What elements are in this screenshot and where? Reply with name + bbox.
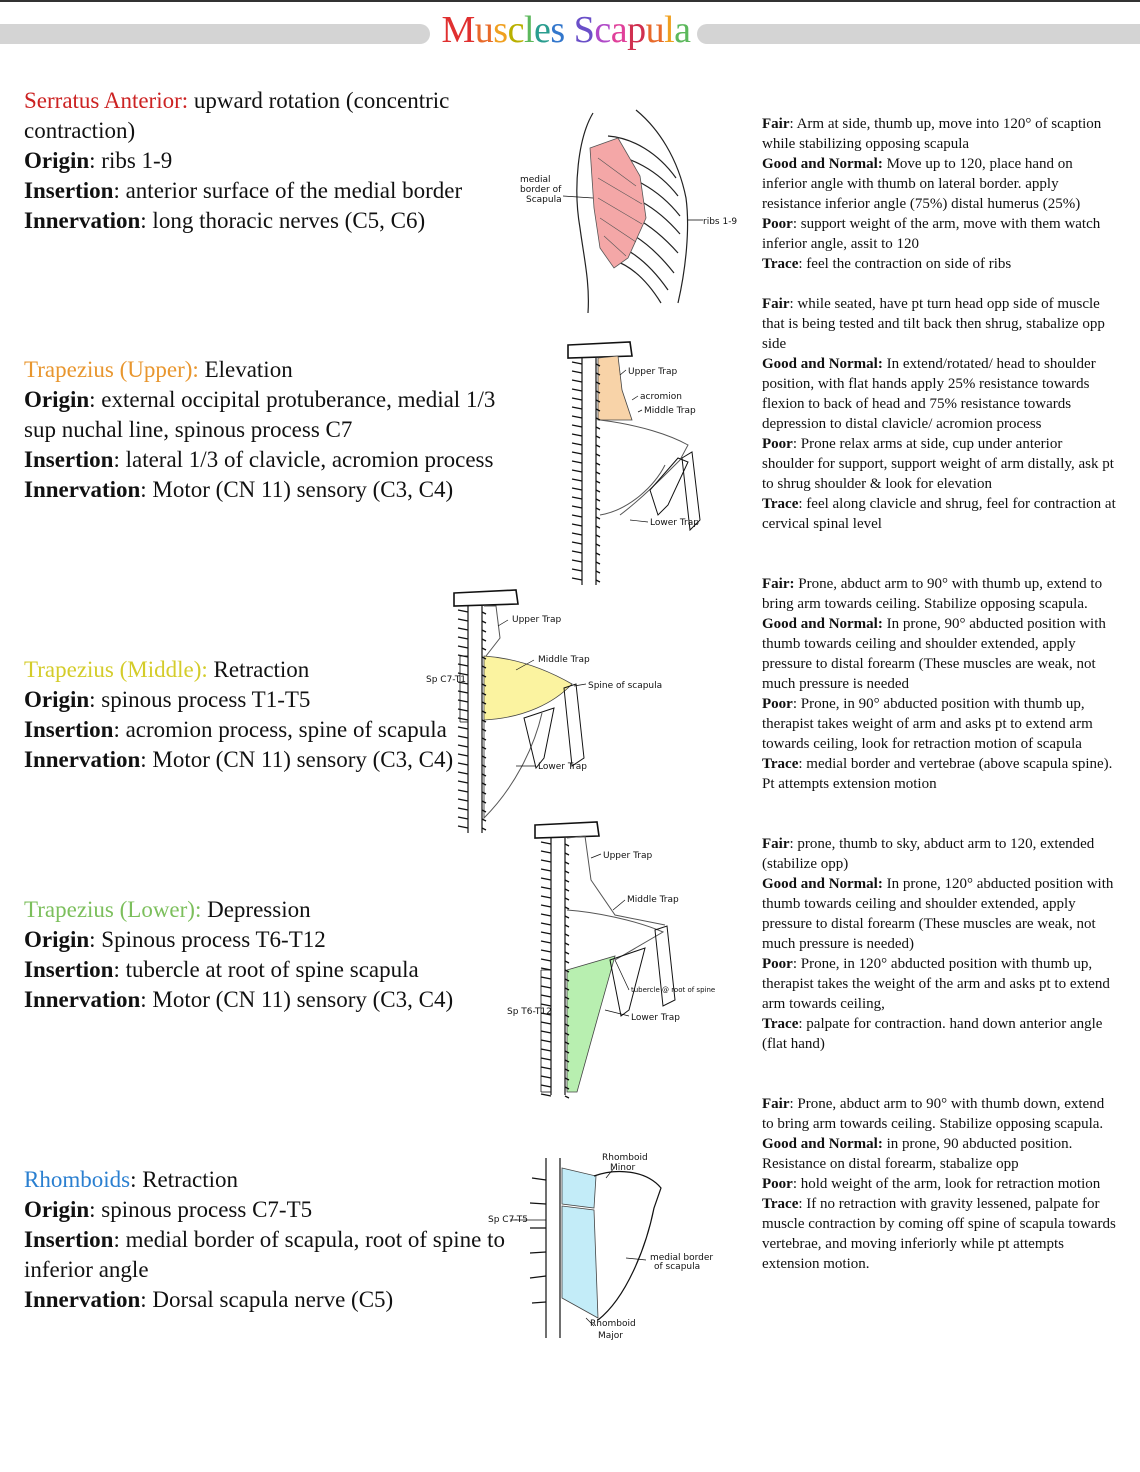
figure-label-upper-trap: Upper Trap xyxy=(512,615,562,625)
top-rule xyxy=(0,0,1140,2)
figure-label-spine-of-scapula: Spine of scapula xyxy=(588,681,663,691)
title-bar-left xyxy=(0,24,430,44)
title-letter: u xyxy=(645,9,665,51)
title-bar-right xyxy=(697,24,1140,44)
figure-label-major: Major xyxy=(598,1331,623,1341)
insertion-text: : medial border of scapula, root of spine to inferior angle xyxy=(24,1227,505,1282)
figure-label-rhomboid-major: Rhomboid xyxy=(590,1319,636,1329)
serratus-tests xyxy=(762,114,1117,274)
test-grade-item xyxy=(762,114,1117,154)
test-grade-text: In prone, 120° abducted position with thumb towards ceiling and shoulder extended, apply pressure to distal forearm (These muscles are weak, not much pressure is needed) xyxy=(762,876,1114,952)
title-letter: e xyxy=(534,9,551,51)
rhomboids-figure xyxy=(486,1148,716,1348)
test-grade-text: : Arm at side, thumb up, move into 120° of scaption while stabilizing opposing scapula xyxy=(762,116,1102,152)
figure-label-sp-t6-t12: Sp T6-T12 xyxy=(507,1007,552,1017)
trapezius-upper-section xyxy=(24,355,524,505)
insertion-text: : acromion process, spine of scapula xyxy=(113,717,447,742)
test-grade-label: Fair xyxy=(762,1096,790,1112)
innervation-label: Innervation xyxy=(24,987,141,1012)
test-grade-item xyxy=(762,694,1117,754)
test-grade-item xyxy=(762,954,1117,1014)
test-grade-text: in prone, 90 abducted position. Resistance on distal forearm, stabalize opp xyxy=(762,1136,1073,1172)
muscle-action: Retraction xyxy=(207,657,310,682)
innervation-text: : Motor (CN 11) sensory (C3, C4) xyxy=(140,477,454,502)
lower-trap-shape xyxy=(567,956,615,1092)
origin-label: Origin xyxy=(24,927,90,952)
test-grade-label: Good and Normal: xyxy=(762,616,883,632)
test-grade-item xyxy=(762,1094,1117,1134)
test-grade-label: Trace xyxy=(762,756,799,772)
test-grade-text: In extend/rotated/ head to shoulder position, with flat hands apply 25% resistance towards flexion to back of head and 75% resistance towards depression to distal clavicle/ acromion process xyxy=(762,356,1096,432)
trapezius-lower-figure xyxy=(505,820,720,1100)
test-grade-label: Poor xyxy=(762,696,793,712)
figure-label-rhomboid-minor: Rhomboid xyxy=(602,1153,648,1163)
figure-label-tubercle: tubercle @ root of spine xyxy=(631,986,716,994)
test-grade-text: : Prone, in 120° abducted position with thumb up, therapist takes the weight of the arm and asks pt to extend arm towards ceiling, xyxy=(762,956,1110,1012)
upper-trap-shape xyxy=(598,356,632,420)
origin-label: Origin xyxy=(24,1197,90,1222)
test-grade-item xyxy=(762,874,1117,954)
title-letter: S xyxy=(573,9,595,51)
origin-text: : spinous process C7-T5 xyxy=(89,1197,313,1222)
test-grade-label: Trace xyxy=(762,1196,799,1212)
rhomboids-section xyxy=(24,1165,524,1315)
insertion-label: Insertion xyxy=(24,178,114,203)
test-grade-label: Poor xyxy=(762,436,793,452)
test-grade-label: Good and Normal: xyxy=(762,356,883,372)
innervation-label: Innervation xyxy=(24,477,141,502)
innervation-text: : Motor (CN 11) sensory (C3, C4) xyxy=(140,987,454,1012)
test-grade-item xyxy=(762,1174,1117,1194)
title-letter: c xyxy=(594,9,611,51)
test-grade-item xyxy=(762,1134,1117,1174)
muscle-name: Trapezius (Lower): xyxy=(24,897,202,922)
test-grade-text: : Prone relax arms at side, cup under anterior shoulder for support, support weight of arm distally, ask pt to shrug shoulder & look for elevation xyxy=(762,436,1114,492)
innervation-label: Innervation xyxy=(24,1287,141,1312)
trap-middle-tests xyxy=(762,574,1117,794)
title-letter xyxy=(565,9,574,51)
test-grade-text: : feel along clavicle and shrug, feel for contraction at cervical spinal level xyxy=(762,496,1116,532)
title-letter: u xyxy=(474,9,494,51)
innervation-label: Innervation xyxy=(24,747,141,772)
origin-label: Origin xyxy=(24,387,90,412)
middle-trap-shape xyxy=(484,656,572,720)
origin-label: Origin xyxy=(24,687,90,712)
test-grade-label: Good and Normal: xyxy=(762,876,883,892)
figure-label-medial-border-3: Scapula xyxy=(526,195,562,205)
muscle-name: Rhomboids xyxy=(24,1167,131,1192)
test-grade-item xyxy=(762,154,1117,214)
trap-upper-tests xyxy=(762,294,1117,534)
insertion-text: : anterior surface of the medial border xyxy=(113,178,463,203)
test-grade-label: Poor xyxy=(762,216,793,232)
test-grade-item xyxy=(762,494,1117,534)
test-grade-text: : support weight of the arm, move with them watch inferior angle, assit to 120 xyxy=(762,216,1101,252)
test-grade-item xyxy=(762,434,1117,494)
test-grade-label: Fair xyxy=(762,116,790,132)
trap-lower-tests xyxy=(762,834,1117,1054)
title-letter: s xyxy=(493,9,508,51)
insertion-label: Insertion xyxy=(24,447,114,472)
rhomboid-major-shape xyxy=(562,1206,598,1318)
figure-label-ribs: ribs 1-9 xyxy=(703,217,738,227)
insertion-text: : tubercle at root of spine scapula xyxy=(113,957,419,982)
origin-text: : spinous process T1-T5 xyxy=(89,687,311,712)
figure-label-minor: Minor xyxy=(610,1163,636,1173)
title-letter: p xyxy=(627,9,646,51)
serratus-anterior-figure xyxy=(518,108,738,313)
test-grade-item xyxy=(762,254,1117,274)
title-letter: M xyxy=(441,9,475,51)
figure-label-upper-trap: Upper Trap xyxy=(603,851,653,861)
figure-label-lower-trap: Lower Trap xyxy=(650,518,699,528)
innervation-text: : Dorsal scapula nerve (C5) xyxy=(140,1287,394,1312)
test-grade-label: Fair xyxy=(762,836,790,852)
figure-label-middle-trap: Middle Trap xyxy=(538,655,590,665)
innervation-text: : long thoracic nerves (C5, C6) xyxy=(140,208,426,233)
test-grade-text: : medial border and vertebrae (above scapula spine). Pt attempts extension motion xyxy=(762,756,1113,792)
test-grade-label: Poor xyxy=(762,1176,793,1192)
title-letter: s xyxy=(550,9,565,51)
test-grade-item xyxy=(762,354,1117,434)
title-letter: c xyxy=(507,9,524,51)
test-grade-text: Move up to 120, place hand on inferior angle with thumb on lateral border. apply resistance inferior angle (75%) distal humerus (25%) xyxy=(762,156,1081,212)
test-grade-label: Good and Normal: xyxy=(762,156,883,172)
test-grade-text: : If no retraction with gravity lessened, palpate for muscle contraction by coming off spine of scapula towards vertebrae, and moving inferiorly while pt attempts extension motion. xyxy=(762,1196,1116,1272)
figure-label-of-scapula: of scapula xyxy=(654,1262,701,1272)
muscle-name: Trapezius (Upper): xyxy=(24,357,199,382)
insertion-label: Insertion xyxy=(24,717,114,742)
test-grade-item xyxy=(762,1014,1117,1054)
test-grade-text: : while seated, have pt turn head opp side of muscle that is being tested and tilt back then shrug, stabalize opp side xyxy=(762,296,1105,352)
test-grade-text: : palpate for contraction. hand down anterior angle (flat hand) xyxy=(762,1016,1103,1052)
title-letter: a xyxy=(610,9,628,51)
test-grade-label: Trace xyxy=(762,1016,799,1032)
figure-label-upper-trap: Upper Trap xyxy=(628,367,678,377)
test-grade-item xyxy=(762,754,1117,794)
test-grade-text: Prone, abduct arm to 90° with thumb up, extend to bring arm towards ceiling. Stabilize opposing scapula. xyxy=(762,576,1103,612)
page-title xyxy=(436,8,696,52)
test-grade-label: Poor xyxy=(762,956,793,972)
figure-label-sp-c7-t1: Sp C7-T1 xyxy=(426,675,466,685)
title-letter: l xyxy=(664,9,675,51)
test-grade-item xyxy=(762,574,1117,614)
test-grade-label: Trace xyxy=(762,496,799,512)
origin-text: : ribs 1-9 xyxy=(89,148,173,173)
test-grade-text: : feel the contraction on side of ribs xyxy=(798,256,1012,272)
test-grade-label: Fair xyxy=(762,296,790,312)
origin-text: : Spinous process T6-T12 xyxy=(89,927,326,952)
muscle-action: Depression xyxy=(201,897,311,922)
muscle-name: Serratus Anterior: xyxy=(24,88,189,113)
figure-label-middle-trap: Middle Trap xyxy=(627,895,679,905)
test-grade-label: Fair: xyxy=(762,576,795,592)
test-grade-item xyxy=(762,614,1117,694)
test-grade-label: Good and Normal: xyxy=(762,1136,883,1152)
figure-label-lower-trap: Lower Trap xyxy=(631,1013,680,1023)
test-grade-item xyxy=(762,294,1117,354)
test-grade-item xyxy=(762,1194,1117,1274)
figure-label-middle-trap: Middle Trap xyxy=(644,406,696,416)
muscle-action: Elevation xyxy=(198,357,293,382)
test-grade-label: Trace xyxy=(762,256,799,272)
figure-label-lower-trap: Lower Trap xyxy=(538,762,587,772)
figure-label-acromion: acromion xyxy=(640,392,682,402)
test-grade-text: : Prone, in 90° abducted position with thumb up, therapist takes weight of arm and asks pt to extend arm towards ceiling, look for retraction motion of scapula xyxy=(762,696,1093,752)
muscle-name: Trapezius (Middle): xyxy=(24,657,208,682)
test-grade-item xyxy=(762,834,1117,874)
test-grade-text: : prone, thumb to sky, abduct arm to 120, extended (stabilize opp) xyxy=(762,836,1095,872)
figure-label-medial-border: medial xyxy=(520,175,551,185)
rhomboids-tests xyxy=(762,1094,1117,1274)
trapezius-middle-figure xyxy=(424,588,663,838)
test-grade-text: In prone, 90° abducted position with thumb towards ceiling and shoulder extended, apply pressure to distal forearm (These muscles are weak, not much pressure is needed xyxy=(762,616,1106,692)
figure-label-medial-border: medial border xyxy=(650,1253,714,1263)
trapezius-lower-section xyxy=(24,895,494,1015)
trapezius-upper-figure xyxy=(560,340,730,590)
origin-text: : external occipital protuberance, medial 1/3 sup nuchal line, spinous process C7 xyxy=(24,387,496,442)
insertion-label: Insertion xyxy=(24,957,114,982)
innervation-label: Innervation xyxy=(24,208,141,233)
muscle-action: upward rotation (concentric contraction) xyxy=(24,88,450,143)
innervation-text: : Motor (CN 11) sensory (C3, C4) xyxy=(140,747,454,772)
figure-label-medial-border-2: border of xyxy=(520,185,562,195)
figure-label-sp-c7-t5: Sp C7-T5 xyxy=(488,1215,528,1225)
insertion-label: Insertion xyxy=(24,1227,114,1252)
serratus-anterior-section xyxy=(24,86,524,236)
rhomboid-minor-shape xyxy=(562,1168,596,1208)
title-letter: l xyxy=(523,9,535,51)
muscle-action: : Retraction xyxy=(130,1167,239,1192)
insertion-text: : lateral 1/3 of clavicle, acromion process xyxy=(113,447,494,472)
test-grade-item xyxy=(762,214,1117,254)
trapezius-middle-section xyxy=(24,655,464,775)
title-letter: a xyxy=(674,9,691,51)
test-grade-text: : Prone, abduct arm to 90° with thumb down, extend to bring arm towards ceiling. Stabilize opposing scapula. xyxy=(762,1096,1105,1132)
test-grade-text: : hold weight of the arm, look for retraction motion xyxy=(792,1176,1101,1192)
origin-label: Origin xyxy=(24,148,90,173)
